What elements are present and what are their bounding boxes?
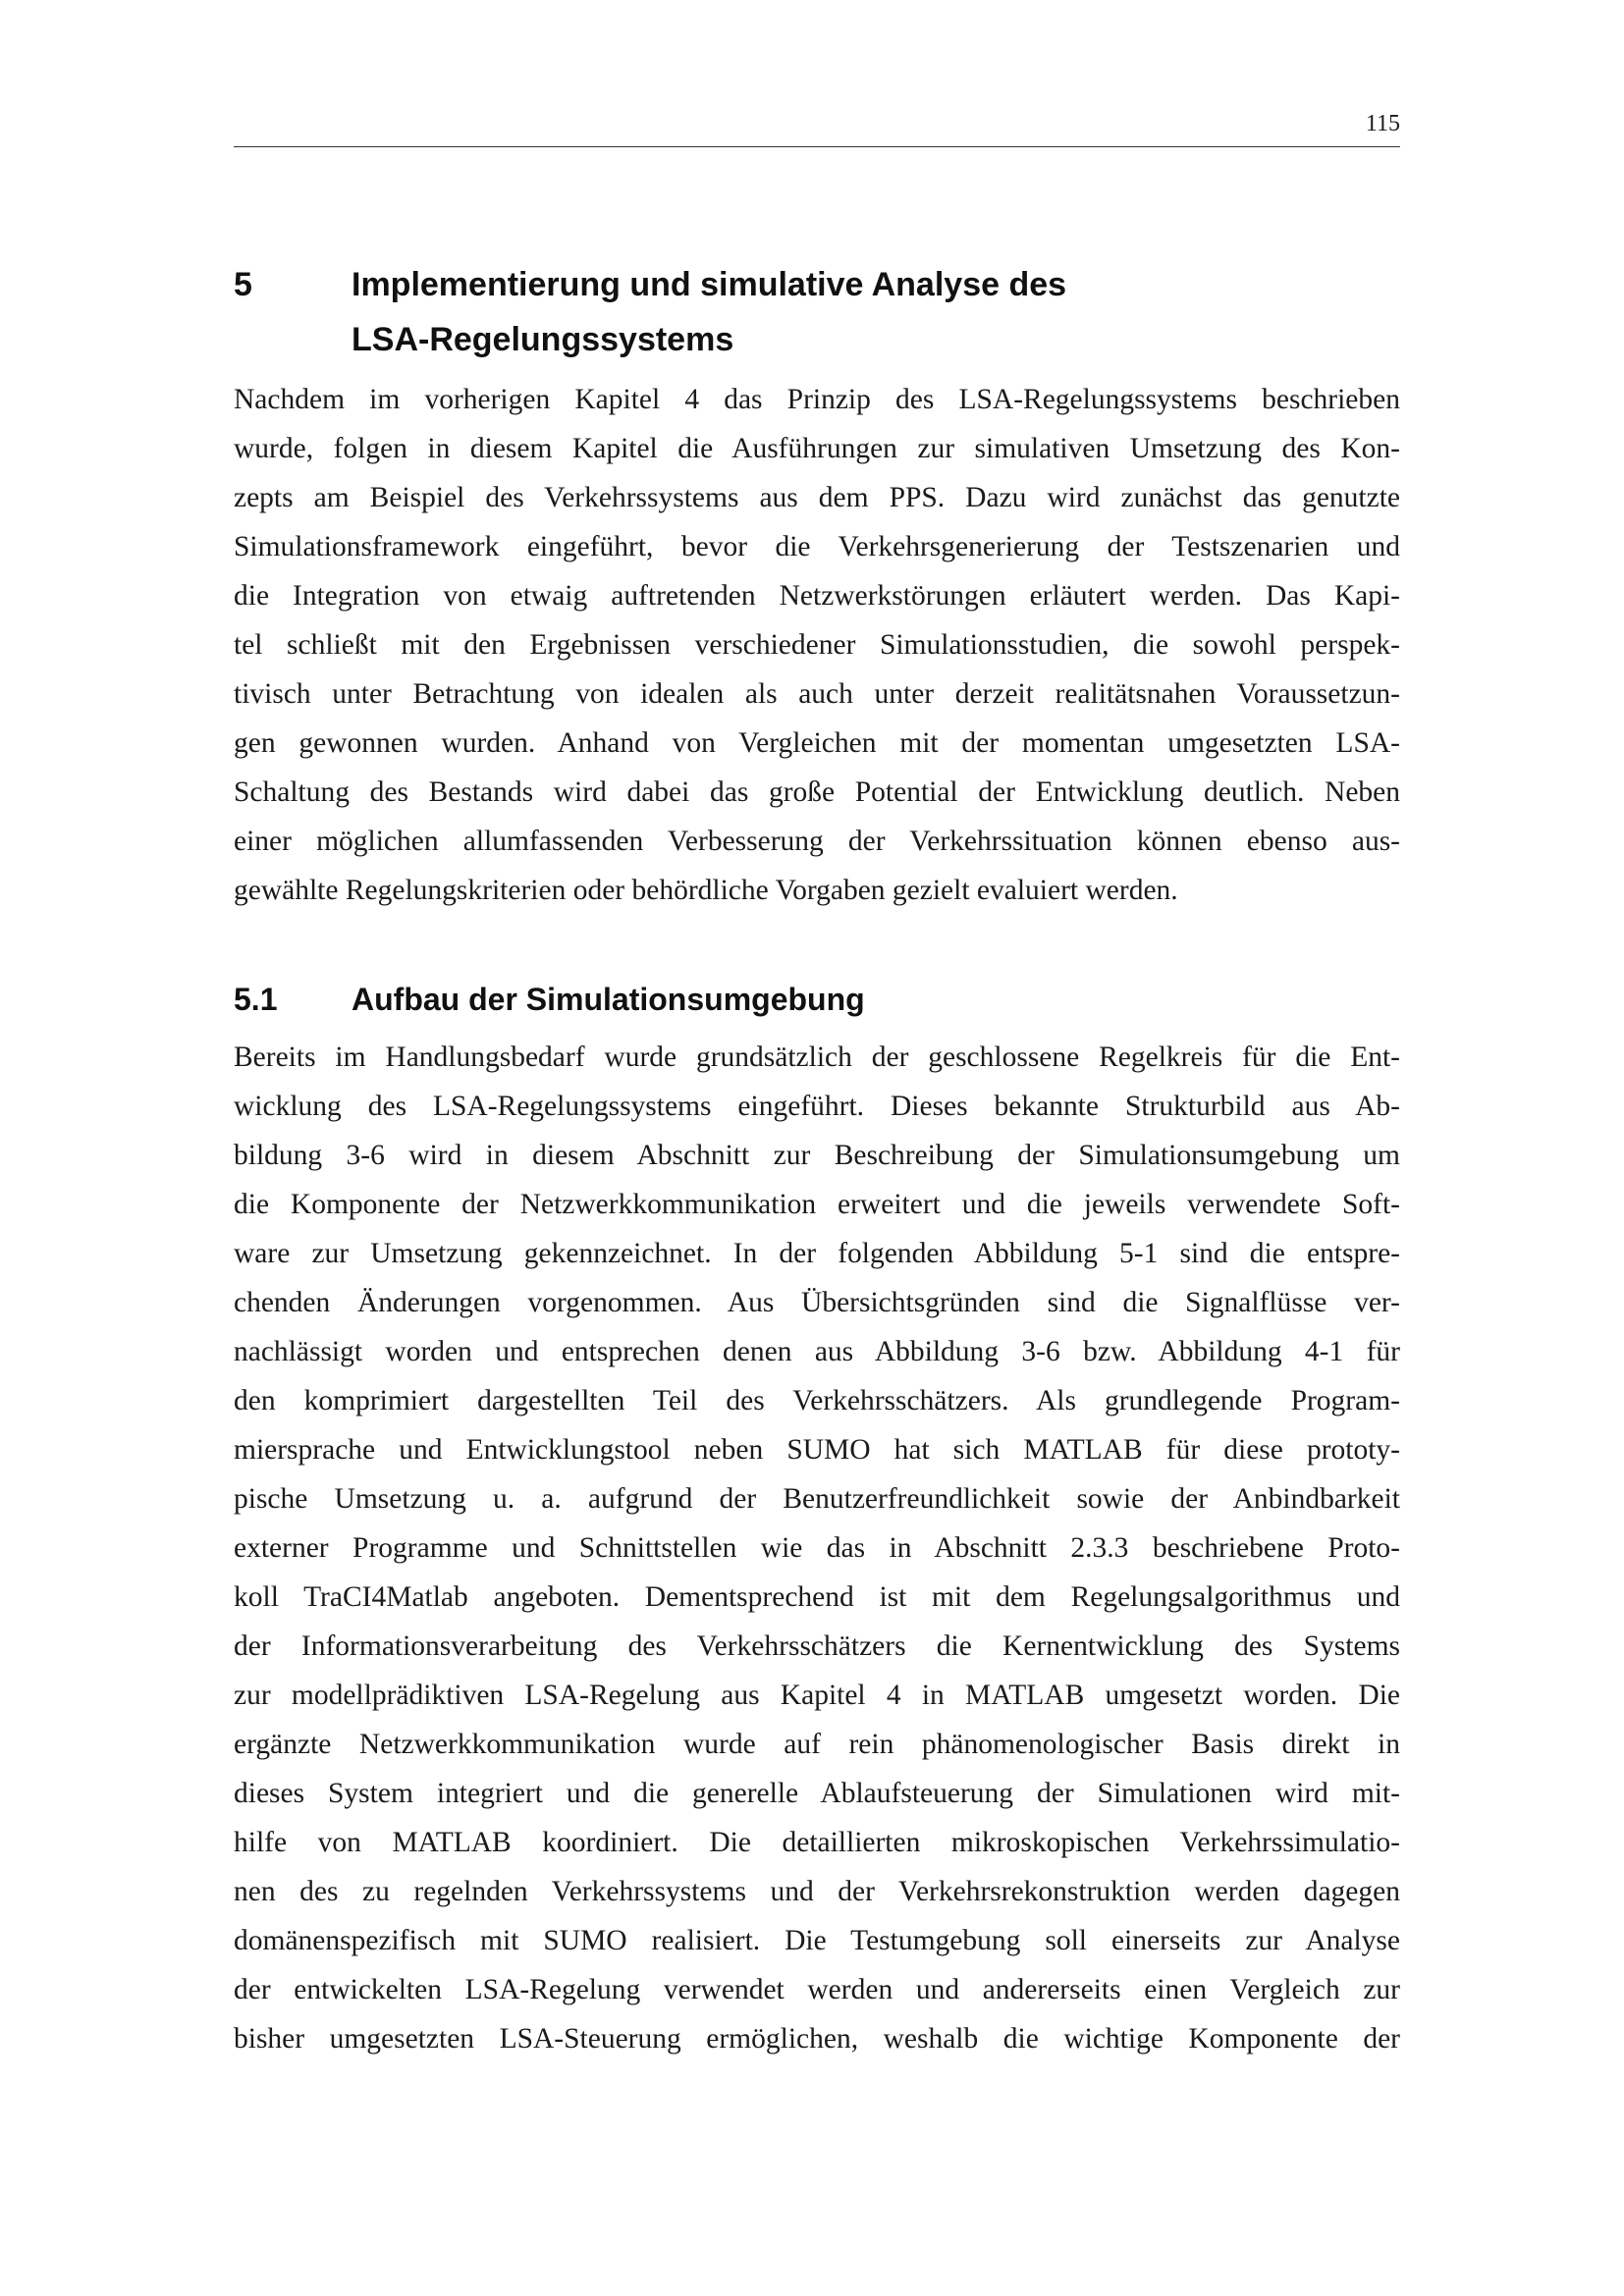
paragraph-line: der entwickelten LSA-Regelung verwendet werden und andererseits einen Vergleich zur — [234, 1974, 1400, 2005]
paragraph-line: ergänzte Netzwerkkommunikation wurde auf rein phänomenologischer Basis direkt in — [234, 1729, 1400, 1760]
paragraph-line: der Informationsverarbeitung des Verkehrsschätzers die Kernentwicklung des Systems — [234, 1630, 1400, 1662]
paragraph-line: Simulationsframework eingeführt, bevor die Verkehrsgenerierung der Testszenarien und — [234, 531, 1400, 562]
paragraph-line: chenden Änderungen vorgenommen. Aus Übersichtsgründen sind die Signalflüsse ver- — [234, 1287, 1400, 1318]
chapter-heading — [234, 257, 1400, 367]
paragraph-line: die Komponente der Netzwerkkommunikation erweitert und die jeweils verwendete Soft- — [234, 1189, 1400, 1220]
paragraph-line: gewählte Regelungskriterien oder behördliche Vorgaben gezielt evaluiert werden. — [234, 875, 1178, 906]
paragraph-line: tel schließt mit den Ergebnissen verschiedener Simulationsstudien, die sowohl perspek- — [234, 629, 1400, 661]
header-rule — [234, 146, 1400, 147]
section-number: 5.1 — [234, 982, 278, 1017]
paragraph-line: nen des zu regelnden Verkehrssystems und der Verkehrsrekonstruktion werden dagegen — [234, 1876, 1400, 1907]
paragraph-line: den komprimiert dargestellten Teil des Verkehrsschätzers. Als grundlegende Program- — [234, 1385, 1400, 1416]
paragraph-line: domänenspezifisch mit SUMO realisiert. Die Testumgebung soll einerseits zur Analyse — [234, 1925, 1400, 1956]
paragraph-line: tivisch unter Betrachtung von idealen als auch unter derzeit realitätsnahen Voraussetzun- — [234, 678, 1400, 710]
chapter-title-line: Implementierung und simulative Analyse des — [352, 266, 1067, 303]
section-heading — [234, 978, 1400, 1021]
chapter-intro-paragraph — [234, 375, 1400, 915]
paragraph-line: koll TraCI4Matlab angeboten. Dementsprechend ist mit dem Regelungsalgorithmus und — [234, 1581, 1400, 1613]
paragraph-line: die Integration von etwaig auftretenden Netzwerkstörungen erläutert werden. Das Kapi- — [234, 580, 1400, 612]
paragraph-line: pische Umsetzung u. a. aufgrund der Benutzerfreundlichkeit sowie der Anbindbarkeit — [234, 1483, 1400, 1515]
paragraph-line: zur modellprädiktiven LSA-Regelung aus Kapitel 4 in MATLAB umgesetzt worden. Die — [234, 1680, 1400, 1711]
paragraph-line: Schaltung des Bestands wird dabei das große Potential der Entwicklung deutlich. Neben — [234, 776, 1400, 808]
paragraph-line: externer Programme und Schnittstellen wie das in Abschnitt 2.3.3 beschriebene Proto- — [234, 1532, 1400, 1564]
chapter-number: 5 — [234, 266, 252, 303]
paragraph-line: Bereits im Handlungsbedarf wurde grundsätzlich der geschlossene Regelkreis für die Ent- — [234, 1041, 1400, 1073]
page-content — [234, 257, 1400, 2063]
paragraph-line: ware zur Umsetzung gekennzeichnet. In der folgenden Abbildung 5-1 sind die entspre- — [234, 1238, 1400, 1269]
chapter-title-line: LSA-Regelungssystems — [352, 321, 734, 358]
chapter-title — [352, 257, 1400, 367]
paragraph-line: bisher umgesetzten LSA-Steuerung ermöglichen, weshalb die wichtige Komponente der — [234, 2023, 1400, 2055]
paragraph-line: gen gewonnen wurden. Anhand von Vergleichen mit der momentan umgesetzten LSA- — [234, 727, 1400, 759]
paragraph-line: nachlässigt worden und entsprechen denen aus Abbildung 3-6 bzw. Abbildung 4-1 für — [234, 1336, 1400, 1367]
paragraph-line: miersprache und Entwicklungstool neben SUMO hat sich MATLAB für diese prototy- — [234, 1434, 1400, 1466]
page-number: 115 — [1365, 111, 1400, 136]
section-paragraph — [234, 1033, 1400, 2063]
paragraph-line: zepts am Beispiel des Verkehrssystems aus dem PPS. Dazu wird zunächst das genutzte — [234, 482, 1400, 513]
paragraph-line: wurde, folgen in diesem Kapitel die Ausführungen zur simulativen Umsetzung des Kon- — [234, 433, 1400, 464]
section-title: Aufbau der Simulationsumgebung — [352, 982, 865, 1017]
paragraph-line: dieses System integriert und die generelle Ablaufsteuerung der Simulationen wird mit- — [234, 1778, 1400, 1809]
paragraph-line: wicklung des LSA-Regelungssystems eingeführt. Dieses bekannte Strukturbild aus Ab- — [234, 1091, 1400, 1122]
paragraph-line: einer möglichen allumfassenden Verbesserung der Verkehrssituation können ebenso aus- — [234, 826, 1400, 857]
paragraph-line: bildung 3-6 wird in diesem Abschnitt zur Beschreibung der Simulationsumgebung um — [234, 1140, 1400, 1171]
paragraph-line: hilfe von MATLAB koordiniert. Die detaillierten mikroskopischen Verkehrssimulatio- — [234, 1827, 1400, 1858]
paragraph-line: Nachdem im vorherigen Kapitel 4 das Prinzip des LSA-Regelungssystems beschrieben — [234, 384, 1400, 415]
